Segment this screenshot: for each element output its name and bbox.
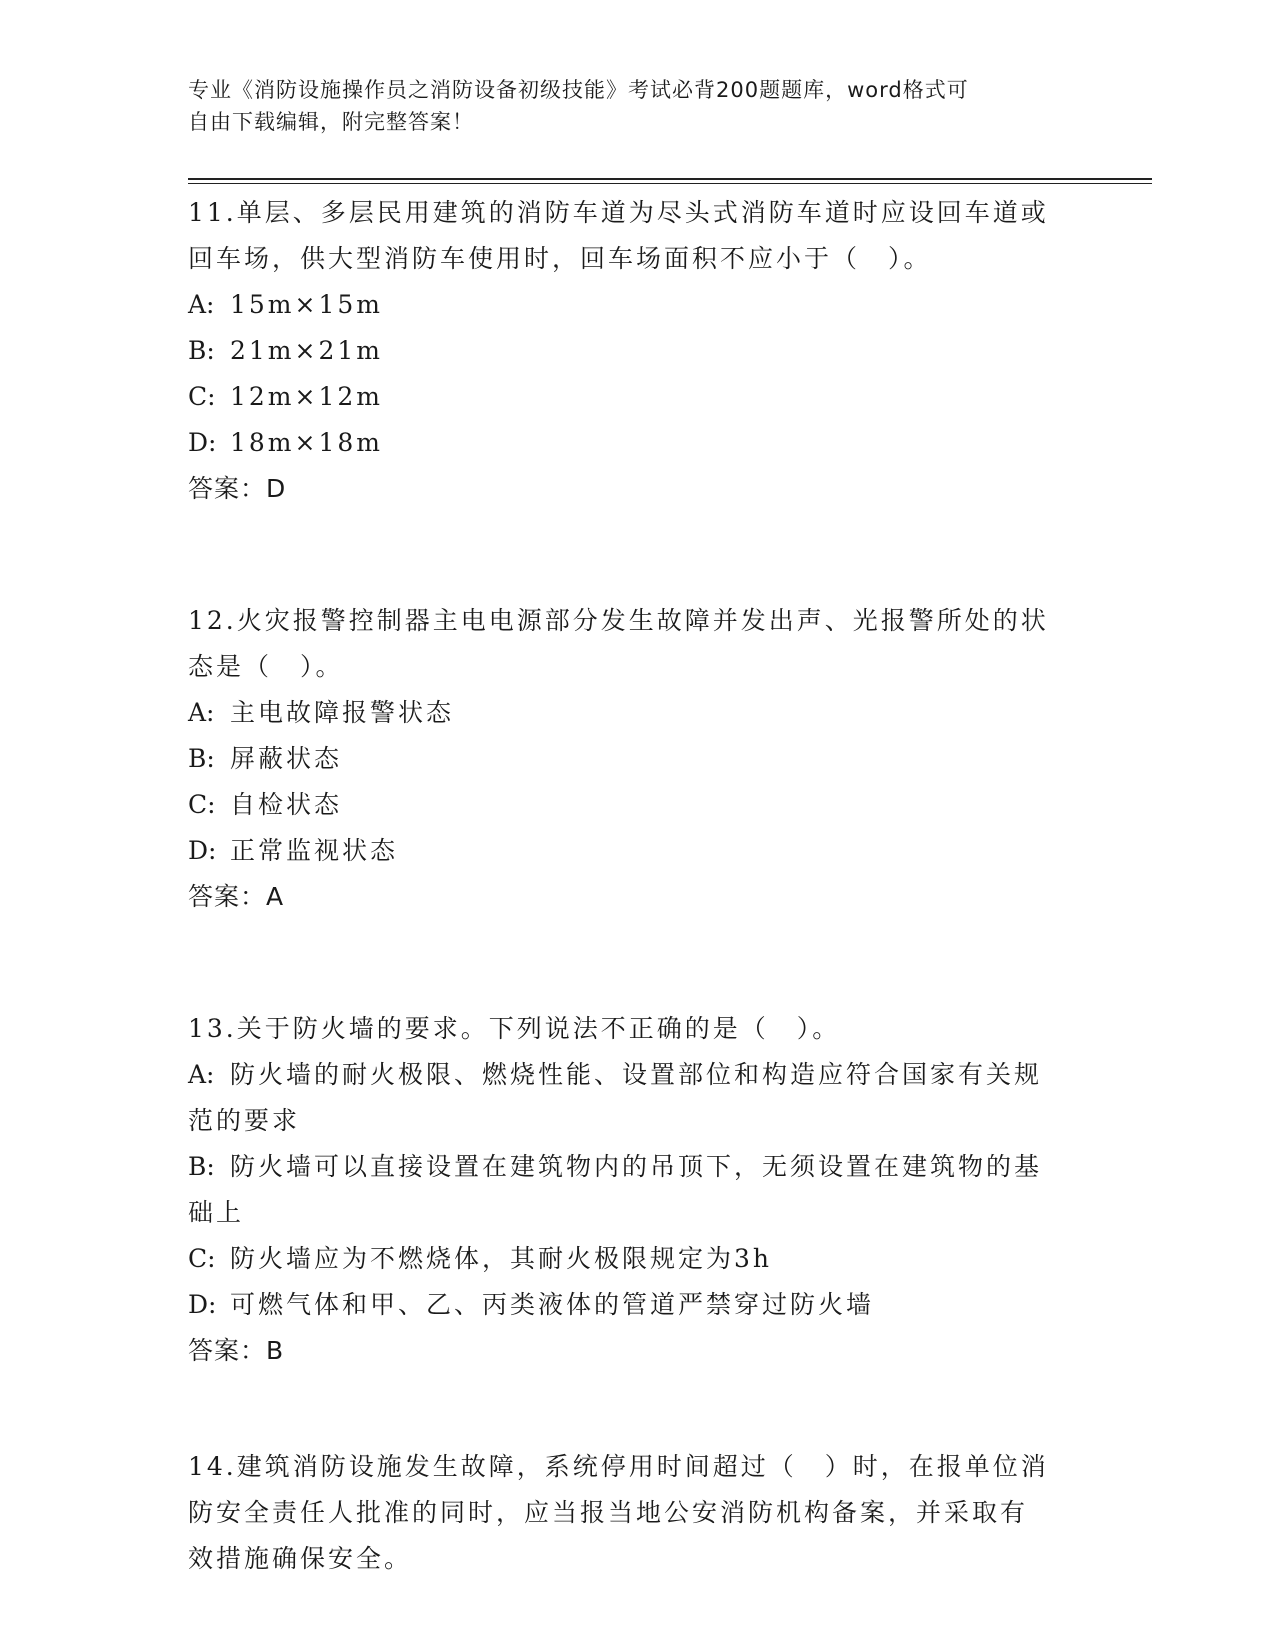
option-letter: A: <box>188 698 215 727</box>
option-b <box>188 328 1068 374</box>
question-stem-line: 态是（ ）。 <box>188 652 344 681</box>
header-divider-thick <box>188 178 1152 180</box>
option-letter: C: <box>188 382 216 411</box>
question-spacer <box>188 920 1068 1006</box>
document-header <box>188 74 1068 138</box>
answer-line: 答案：B <box>188 1336 285 1365</box>
option-letter: C: <box>188 1244 216 1273</box>
option-letter: A: <box>188 290 215 319</box>
option-d <box>188 828 1068 874</box>
option-letter: A: <box>188 1060 215 1089</box>
option-text: 防火墙应为不燃烧体，其耐火极限规定为3h <box>230 1244 773 1273</box>
question-spacer <box>188 1374 1068 1444</box>
option-b-continuation: 础上 <box>188 1198 245 1227</box>
option-b <box>188 736 1068 782</box>
question-spacer <box>188 512 1068 598</box>
question-12 <box>188 598 1068 920</box>
question-11 <box>188 190 1068 512</box>
option-text: 屏蔽状态 <box>230 744 343 773</box>
option-letter: D: <box>188 836 217 865</box>
option-letter: B: <box>188 1152 215 1181</box>
question-stem-line: 12.火灾报警控制器主电电源部分发生故障并发出声、光报警所处的状 <box>188 606 1049 635</box>
option-a-continuation: 范的要求 <box>188 1106 301 1135</box>
option-a <box>188 1052 1068 1098</box>
option-c <box>188 782 1068 828</box>
question-stem-line: 效措施确保安全。 <box>188 1544 413 1573</box>
option-c <box>188 374 1068 420</box>
option-b <box>188 1144 1068 1190</box>
header-line-2: 自由下载编辑，附完整答案！ <box>188 110 474 134</box>
option-text: 主电故障报警状态 <box>230 698 455 727</box>
question-stem-line: 13.关于防火墙的要求。下列说法不正确的是（ ）。 <box>188 1014 841 1043</box>
option-letter: D: <box>188 428 217 457</box>
header-divider-thin <box>188 183 1152 184</box>
option-text: 正常监视状态 <box>230 836 399 865</box>
option-text: 15m×15m <box>230 290 383 319</box>
option-c <box>188 1236 1068 1282</box>
option-letter: B: <box>188 336 215 365</box>
option-letter: D: <box>188 1290 217 1319</box>
option-text: 防火墙可以直接设置在建筑物内的吊顶下，无须设置在建筑物的基 <box>230 1152 1043 1181</box>
option-text: 21m×21m <box>230 336 383 365</box>
question-13 <box>188 1006 1068 1374</box>
question-stem-line: 防安全责任人批准的同时，应当报当地公安消防机构备案，并采取有 <box>188 1498 1029 1527</box>
question-list <box>188 190 1068 1582</box>
question-stem-line: 11.单层、多层民用建筑的消防车道为尽头式消防车道时应设回车道或 <box>188 198 1049 227</box>
option-d <box>188 420 1068 466</box>
option-text: 可燃气体和甲、乙、丙类液体的管道严禁穿过防火墙 <box>230 1290 875 1319</box>
option-d <box>188 1282 1068 1328</box>
question-14 <box>188 1444 1068 1582</box>
option-text: 12m×12m <box>230 382 383 411</box>
option-letter: C: <box>188 790 216 819</box>
option-letter: B: <box>188 744 215 773</box>
option-text: 自检状态 <box>230 790 343 819</box>
option-a <box>188 690 1068 736</box>
option-text: 18m×18m <box>230 428 383 457</box>
header-line-1: 专业《消防设施操作员之消防设备初级技能》考试必背200题题库，word格式可 <box>188 78 969 102</box>
answer-line: 答案：A <box>188 882 285 911</box>
option-a <box>188 282 1068 328</box>
answer-line: 答案：D <box>188 474 287 503</box>
question-stem-line: 回车场，供大型消防车使用时，回车场面积不应小于（ ）。 <box>188 244 932 273</box>
question-stem-line: 14.建筑消防设施发生故障，系统停用时间超过（ ）时，在报单位消 <box>188 1452 1049 1481</box>
option-text: 防火墙的耐火极限、燃烧性能、设置部位和构造应符合国家有关规 <box>230 1060 1043 1089</box>
